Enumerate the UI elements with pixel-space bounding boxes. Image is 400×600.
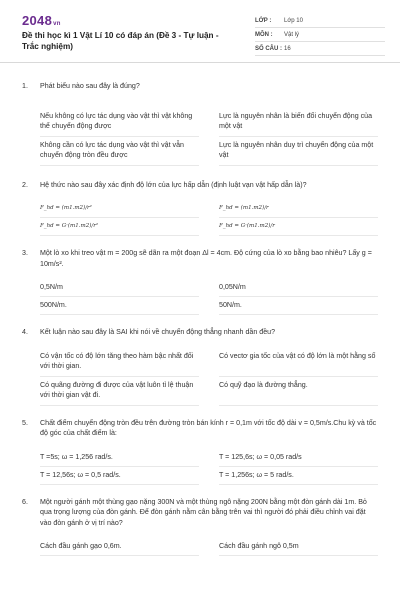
option[interactable]: 0,05N/m bbox=[219, 279, 378, 297]
page-title: Đề thi học kì 1 Vật Lí 10 có đáp án (Đề 3 - Tự luận - Trắc nghiệm) bbox=[22, 31, 219, 51]
page-header bbox=[0, 0, 400, 63]
question-6 bbox=[22, 497, 378, 529]
option[interactable]: F_hd = G·(m1.m2)/r bbox=[219, 218, 378, 236]
option[interactable]: 0,5N/m bbox=[40, 279, 199, 297]
option[interactable]: F_hd = (m1.m2)/r² bbox=[40, 200, 199, 218]
option[interactable]: T = 125,6s; ω = 0,05 rad/s bbox=[219, 449, 378, 467]
option[interactable]: F_hd = (m1.m2)/r bbox=[219, 200, 378, 218]
option[interactable]: Không cần có lực tác dụng vào vật thì vật vẫn chuyển động tròn đều được bbox=[40, 137, 199, 166]
options-2 bbox=[40, 200, 378, 236]
logo-suffix: vn bbox=[53, 21, 61, 27]
option[interactable]: T = 12,56s; ω = 0,5 rad/s. bbox=[40, 467, 199, 485]
options-4 bbox=[40, 348, 378, 406]
meta-key: SỐ CÂU : bbox=[255, 45, 282, 52]
logo-text: 2048 bbox=[22, 13, 53, 28]
option[interactable]: Nếu không có lực tác dụng vào vật thì vật không thể chuyển động được bbox=[40, 108, 199, 137]
options-3 bbox=[40, 279, 378, 315]
question-number: 4. bbox=[22, 328, 28, 336]
question-number: 2. bbox=[22, 180, 28, 189]
meta-panel bbox=[255, 14, 385, 56]
question-number: 5. bbox=[22, 418, 28, 427]
options-1 bbox=[40, 108, 378, 166]
meta-value: Lớp 10 bbox=[284, 17, 303, 24]
question-2 bbox=[22, 180, 378, 191]
site-logo[interactable] bbox=[22, 13, 61, 28]
question-1 bbox=[22, 81, 378, 92]
meta-value: Vật lý bbox=[284, 31, 300, 38]
question-text: Một người gánh một thùng gạo nặng 300N và một thùng ngô nặng 200N bằng một đòn gánh dài 1m. Bỏ qua trọng lượng của đòn gánh. Để đòn gánh nằm cân bằng trên vai thì người đó phải điều chỉnh vai đặt vào đòn gánh ở vị trí nào? bbox=[40, 497, 367, 527]
option[interactable]: T = 1,256s; ω = 5 rad/s. bbox=[219, 467, 378, 485]
options-5 bbox=[40, 449, 378, 485]
question-list bbox=[0, 81, 400, 556]
option[interactable]: Có vận tốc có độ lớn tăng theo hàm bậc nhất đối với thời gian. bbox=[40, 348, 199, 377]
option[interactable]: F_hd = G·(m1.m2)/r² bbox=[40, 218, 199, 236]
question-4 bbox=[22, 327, 378, 338]
options-6 bbox=[40, 538, 378, 556]
option[interactable]: Lực là nguyên nhân là biến đổi chuyển động của một vật bbox=[219, 108, 378, 137]
meta-value: 16 bbox=[284, 45, 291, 52]
question-text: Phát biểu nào sau đây là đúng? bbox=[40, 82, 140, 90]
option[interactable]: 50N/m. bbox=[219, 297, 378, 315]
meta-row-count bbox=[255, 42, 385, 56]
question-text: Chất điểm chuyển động tròn đều trên đường tròn bán kính r = 0,1m với tốc độ dài v = 0,5m/s.Chu kỳ và tốc độ góc của chất điểm là: bbox=[40, 418, 377, 437]
question-number: 3. bbox=[22, 249, 28, 257]
option[interactable]: Cách đầu gánh ngô 0,5m bbox=[219, 538, 378, 556]
question-number: 1. bbox=[22, 82, 28, 90]
meta-key: MÔN : bbox=[255, 31, 273, 38]
question-5 bbox=[22, 418, 378, 439]
question-text: Kết luận nào sau đây là SAI khi nói về chuyển động thẳng nhanh dần đều? bbox=[40, 328, 276, 336]
option[interactable]: Có quỹ đạo là đường thẳng. bbox=[219, 377, 378, 406]
question-text: Hệ thức nào sau đây xác định độ lớn của lực hấp dẫn (định luật vạn vật hấp dẫn là)? bbox=[40, 180, 307, 189]
question-text: Một lò xo khi treo vật m = 200g sẽ dãn ra một đoạn Δl = 4cm. Độ cứng của lò xo bằng bao nhiêu? Lấy g = 10m/s². bbox=[40, 249, 372, 268]
option[interactable]: 500N/m. bbox=[40, 297, 199, 315]
question-3 bbox=[22, 248, 378, 269]
meta-row-subject bbox=[255, 28, 385, 42]
option[interactable]: Cách đầu gánh gạo 0,6m. bbox=[40, 538, 199, 556]
question-number: 6. bbox=[22, 497, 28, 506]
option[interactable]: Có quãng đường đi được của vật luôn tỉ lệ thuận với thời gian vật đi. bbox=[40, 377, 199, 406]
option[interactable]: Lực là nguyên nhân duy trì chuyển động của một vật bbox=[219, 137, 378, 166]
option[interactable]: Có vectơ gia tốc của vật có độ lớn là một hằng số bbox=[219, 348, 378, 377]
option[interactable]: T =5s; ω = 1,256 rad/s. bbox=[40, 449, 199, 467]
meta-key: LỚP : bbox=[255, 17, 272, 24]
meta-row-class bbox=[255, 14, 385, 28]
